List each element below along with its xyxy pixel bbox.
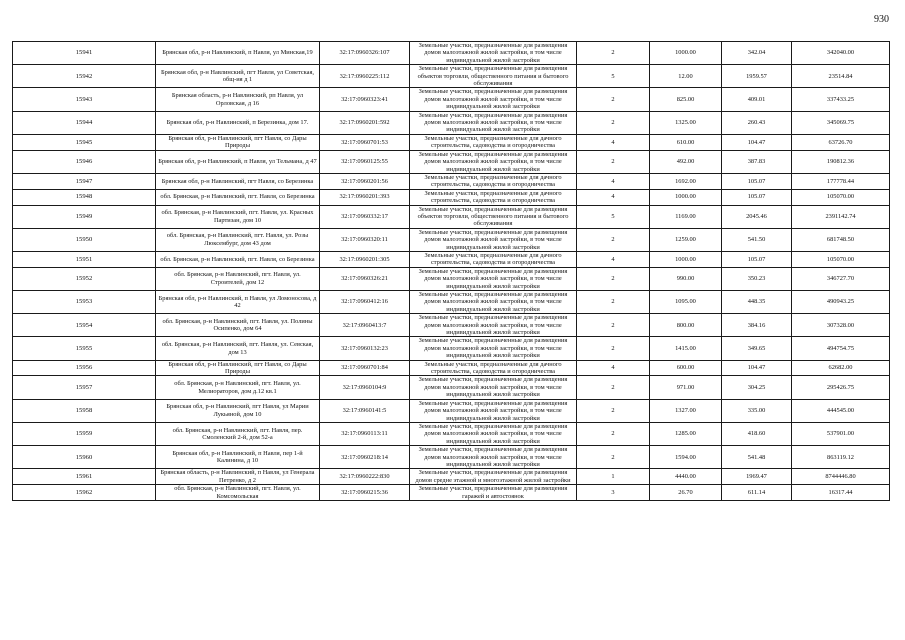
- land-use-purpose-cell: Земельные участки, предназначенные для дачного строительства, садоводства и огородничества: [410, 173, 577, 189]
- area-cell: 1327.00: [650, 399, 722, 422]
- row-number-cell: 15945: [13, 134, 156, 150]
- cadastral-value-cell: 190812.36: [792, 150, 890, 173]
- cadastral-value-cell: 681748.50: [792, 228, 890, 251]
- unit-value-cell: 342.04: [722, 42, 792, 65]
- cadastral-value-cell: 105070.00: [792, 251, 890, 267]
- table-row: [13, 134, 890, 150]
- cadastral-number-cell: 32:17:0960132:23: [320, 337, 410, 360]
- cadastral-number-cell: 32:17:0960326:107: [320, 42, 410, 65]
- area-cell: 600.00: [650, 360, 722, 376]
- cadastral-number-cell: 32:17:0960201:56: [320, 173, 410, 189]
- land-use-purpose-cell: Земельные участки, предназначенные для размещения домов малоэтажной жилой застройки, в том числе индивидуальной жилой застройки: [410, 399, 577, 422]
- group-code-cell: 2: [577, 446, 650, 469]
- table-row: [13, 150, 890, 173]
- address-cell: Брянская обл, р-н Навлинский, п Навля, пер 1-й Калинина, д 10: [156, 446, 320, 469]
- row-number-cell: 15942: [13, 65, 156, 88]
- address-cell: обл. Брянская, р-н Навлинский, пгт. Навля, ул. Красных Партизан, дом 10: [156, 205, 320, 228]
- address-cell: Брянская обл, р-н Навлинский, п Березинка, дом 17.: [156, 111, 320, 134]
- land-use-purpose-cell: Земельные участки, предназначенные для размещения домов малоэтажной жилой застройки, в том числе индивидуальной жилой застройки: [410, 228, 577, 251]
- row-number-cell: 15961: [13, 469, 156, 485]
- group-code-cell: 2: [577, 267, 650, 290]
- unit-value-cell: 387.83: [722, 150, 792, 173]
- row-number-cell: 15948: [13, 189, 156, 205]
- area-cell: 1415.00: [650, 337, 722, 360]
- group-code-cell: 3: [577, 485, 650, 501]
- unit-value-cell: 409.01: [722, 88, 792, 111]
- table-row: [13, 422, 890, 445]
- cadastral-number-cell: 32:17:0960701:84: [320, 360, 410, 376]
- table-row: [13, 42, 890, 65]
- row-number-cell: 15947: [13, 173, 156, 189]
- address-cell: Брянская обл, р-н Навлинский, пгт Навля, со Дары Природы: [156, 134, 320, 150]
- land-use-purpose-cell: Земельные участки, предназначенные для дачного строительства, садоводства и огородничества: [410, 189, 577, 205]
- group-code-cell: 2: [577, 228, 650, 251]
- land-use-purpose-cell: Земельные участки, предназначенные для дачного строительства, садоводства и огородничества: [410, 360, 577, 376]
- group-code-cell: 5: [577, 205, 650, 228]
- group-code-cell: 2: [577, 150, 650, 173]
- cadastral-number-cell: 32:17:0960225:112: [320, 65, 410, 88]
- cadastral-value-cell: 346727.70: [792, 267, 890, 290]
- unit-value-cell: 304.25: [722, 376, 792, 399]
- cadastral-value-cell: 23514.84: [792, 65, 890, 88]
- cadastral-value-cell: 2391142.74: [792, 205, 890, 228]
- area-cell: 1259.00: [650, 228, 722, 251]
- area-cell: 492.00: [650, 150, 722, 173]
- table-row: [13, 205, 890, 228]
- address-cell: обл. Брянская, р-н Навлинский, пгт. Навля, ул. Розы Люксембург, дом 43 дом: [156, 228, 320, 251]
- row-number-cell: 15957: [13, 376, 156, 399]
- address-cell: Брянская обл, р-н Навлинский, п Навля, ул Тельмана, д 47: [156, 150, 320, 173]
- unit-value-cell: 1969.47: [722, 469, 792, 485]
- group-code-cell: 2: [577, 376, 650, 399]
- area-cell: 1594.00: [650, 446, 722, 469]
- area-cell: 26.70: [650, 485, 722, 501]
- table-body: [13, 42, 890, 501]
- land-use-purpose-cell: Земельные участки, предназначенные для размещения домов малоэтажной жилой застройки, в том числе индивидуальной жилой застройки: [410, 291, 577, 314]
- table-row: [13, 173, 890, 189]
- row-number-cell: 15950: [13, 228, 156, 251]
- group-code-cell: 2: [577, 111, 650, 134]
- cadastral-number-cell: 32:17:0960104:9: [320, 376, 410, 399]
- area-cell: 1285.00: [650, 422, 722, 445]
- area-cell: 1000.00: [650, 189, 722, 205]
- unit-value-cell: 384.16: [722, 314, 792, 337]
- unit-value-cell: 541.50: [722, 228, 792, 251]
- cadastral-value-cell: 63726.70: [792, 134, 890, 150]
- table-row: [13, 399, 890, 422]
- table-row: [13, 446, 890, 469]
- unit-value-cell: 335.00: [722, 399, 792, 422]
- address-cell: Брянская обл, р-н Навлинский, пгт Навля, со Дары Природы: [156, 360, 320, 376]
- table-row: [13, 469, 890, 485]
- address-cell: Брянская область, р-н Навлинский, п Навля, ул Генерала Петренко, д 2: [156, 469, 320, 485]
- group-code-cell: 2: [577, 291, 650, 314]
- area-cell: 1095.00: [650, 291, 722, 314]
- cadastral-number-cell: 32:17:0960412:16: [320, 291, 410, 314]
- unit-value-cell: 260.43: [722, 111, 792, 134]
- table-row: [13, 360, 890, 376]
- row-number-cell: 15956: [13, 360, 156, 376]
- address-cell: обл. Брянская, р-н Навлинский, пгт. Навля, со Березинка: [156, 189, 320, 205]
- group-code-cell: 4: [577, 173, 650, 189]
- row-number-cell: 15944: [13, 111, 156, 134]
- cadastral-number-cell: 32:17:0960113:11: [320, 422, 410, 445]
- cadastral-value-cell: 105070.00: [792, 189, 890, 205]
- area-cell: 12.00: [650, 65, 722, 88]
- land-use-purpose-cell: Земельные участки, предназначенные для размещения объектов торговли, общественного питания и бытового обслуживания: [410, 205, 577, 228]
- unit-value-cell: 105.07: [722, 173, 792, 189]
- cadastral-value-cell: 490943.25: [792, 291, 890, 314]
- address-cell: Брянская обл, р-н Навлинский, п Навля, ул Минская,19: [156, 42, 320, 65]
- area-cell: 1692.00: [650, 173, 722, 189]
- row-number-cell: 15960: [13, 446, 156, 469]
- land-use-purpose-cell: Земельные участки, предназначенные для размещения объектов торговли, общественного питания и бытового обслуживания: [410, 65, 577, 88]
- table-row: [13, 337, 890, 360]
- group-code-cell: 4: [577, 360, 650, 376]
- land-use-purpose-cell: Земельные участки, предназначенные для размещения домов малоэтажной жилой застройки, в том числе индивидуальной жилой застройки: [410, 267, 577, 290]
- cadastral-value-cell: 863119.12: [792, 446, 890, 469]
- table-row: [13, 65, 890, 88]
- cadastral-number-cell: 32:17:0960222:830: [320, 469, 410, 485]
- row-number-cell: 15955: [13, 337, 156, 360]
- group-code-cell: 2: [577, 314, 650, 337]
- land-use-purpose-cell: Земельные участки, предназначенные для размещения домов малоэтажной жилой застройки, в том числе индивидуальной жилой застройки: [410, 446, 577, 469]
- cadastral-number-cell: 32:17:0960413:7: [320, 314, 410, 337]
- cadastral-number-cell: 32:17:0960701:53: [320, 134, 410, 150]
- address-cell: Брянская обл, р-н Навлинский, пгт Навля, ул Советская, общ-ия д 1: [156, 65, 320, 88]
- cadastral-number-cell: 32:17:0960320:11: [320, 228, 410, 251]
- cadastral-number-cell: 32:17:0960215:36: [320, 485, 410, 501]
- area-cell: 990.00: [650, 267, 722, 290]
- unit-value-cell: 448.35: [722, 291, 792, 314]
- row-number-cell: 15962: [13, 485, 156, 501]
- address-cell: обл. Брянская, р-н Навлинский, пгт. Навля, ул. Полины Осипенко, дом 64: [156, 314, 320, 337]
- cadastral-value-cell: 337433.25: [792, 88, 890, 111]
- land-valuation-table: [12, 41, 890, 501]
- cadastral-number-cell: 32:17:0960332:17: [320, 205, 410, 228]
- unit-value-cell: 104.47: [722, 134, 792, 150]
- address-cell: Брянская обл, р-н Навлинский, пгт Навля, ул Марии Лукьяной, дом 10: [156, 399, 320, 422]
- cadastral-number-cell: 32:17:0960323:41: [320, 88, 410, 111]
- unit-value-cell: 105.07: [722, 251, 792, 267]
- land-use-purpose-cell: Земельные участки, предназначенные для размещения домов малоэтажной жилой застройки, в том числе индивидуальной жилой застройки: [410, 111, 577, 134]
- cadastral-number-cell: 32:17:0960326:21: [320, 267, 410, 290]
- address-cell: обл. Брянская, р-н Навлинский, пгт. Навля, ул. Севская, дом 13: [156, 337, 320, 360]
- area-cell: 1325.00: [650, 111, 722, 134]
- land-use-purpose-cell: Земельные участки, предназначенные для размещения домов средне этажной и многоэтажной жилой застройки: [410, 469, 577, 485]
- address-cell: Брянская обл, р-н Навлинский, пгт Навля, со Березинка: [156, 173, 320, 189]
- unit-value-cell: 418.60: [722, 422, 792, 445]
- area-cell: 825.00: [650, 88, 722, 111]
- table-row: [13, 314, 890, 337]
- cadastral-value-cell: 537901.00: [792, 422, 890, 445]
- area-cell: 1169.00: [650, 205, 722, 228]
- unit-value-cell: 2045.46: [722, 205, 792, 228]
- cadastral-number-cell: 32:17:0960201:592: [320, 111, 410, 134]
- area-cell: 1000.00: [650, 251, 722, 267]
- row-number-cell: 15951: [13, 251, 156, 267]
- cadastral-value-cell: 444545.00: [792, 399, 890, 422]
- cadastral-value-cell: 16317.44: [792, 485, 890, 501]
- cadastral-number-cell: 32:17:0960201:305: [320, 251, 410, 267]
- table-row: [13, 291, 890, 314]
- land-use-purpose-cell: Земельные участки, предназначенные для размещения домов малоэтажной жилой застройки, в том числе индивидуальной жилой застройки: [410, 376, 577, 399]
- row-number-cell: 15952: [13, 267, 156, 290]
- row-number-cell: 15953: [13, 291, 156, 314]
- address-cell: обл. Брянская, р-н Навлинский, пгт. Навля, со Березинка: [156, 251, 320, 267]
- land-use-purpose-cell: Земельные участки, предназначенные для размещения гаражей и автостоянок: [410, 485, 577, 501]
- group-code-cell: 2: [577, 42, 650, 65]
- unit-value-cell: 349.65: [722, 337, 792, 360]
- group-code-cell: 4: [577, 134, 650, 150]
- row-number-cell: 15946: [13, 150, 156, 173]
- unit-value-cell: 350.23: [722, 267, 792, 290]
- row-number-cell: 15958: [13, 399, 156, 422]
- unit-value-cell: 611.14: [722, 485, 792, 501]
- group-code-cell: 2: [577, 337, 650, 360]
- land-use-purpose-cell: Земельные участки, предназначенные для размещения домов малоэтажной жилой застройки, в том числе индивидуальной жилой застройки: [410, 337, 577, 360]
- address-cell: обл. Брянская, р-н Навлинский, пгт. Навля, ул. Комсомольская: [156, 485, 320, 501]
- land-use-purpose-cell: Земельные участки, предназначенные для размещения домов малоэтажной жилой застройки, в том числе индивидуальной жилой застройки: [410, 42, 577, 65]
- cadastral-number-cell: 32:17:0960201:393: [320, 189, 410, 205]
- area-cell: 4440.00: [650, 469, 722, 485]
- table-row: [13, 376, 890, 399]
- cadastral-value-cell: 295426.75: [792, 376, 890, 399]
- table-row: [13, 88, 890, 111]
- address-cell: обл. Брянская, р-н Навлинский, пгт. Навля, пер. Смоленский 2-й, дом 52-а: [156, 422, 320, 445]
- group-code-cell: 2: [577, 422, 650, 445]
- table-row: [13, 267, 890, 290]
- area-cell: 610.00: [650, 134, 722, 150]
- row-number-cell: 15941: [13, 42, 156, 65]
- group-code-cell: 5: [577, 65, 650, 88]
- cadastral-number-cell: 32:17:0960141:5: [320, 399, 410, 422]
- group-code-cell: 4: [577, 251, 650, 267]
- row-number-cell: 15949: [13, 205, 156, 228]
- group-code-cell: 4: [577, 189, 650, 205]
- land-use-purpose-cell: Земельные участки, предназначенные для дачного строительства, садоводства и огородничества: [410, 134, 577, 150]
- table-row: [13, 485, 890, 501]
- table-row: [13, 228, 890, 251]
- table-row: [13, 111, 890, 134]
- page-number: 930: [874, 14, 889, 25]
- unit-value-cell: 104.47: [722, 360, 792, 376]
- unit-value-cell: 1959.57: [722, 65, 792, 88]
- cadastral-value-cell: 62682.00: [792, 360, 890, 376]
- unit-value-cell: 541.48: [722, 446, 792, 469]
- group-code-cell: 1: [577, 469, 650, 485]
- area-cell: 971.00: [650, 376, 722, 399]
- group-code-cell: 2: [577, 88, 650, 111]
- cadastral-number-cell: 32:17:0960125:55: [320, 150, 410, 173]
- cadastral-value-cell: 8744446.80: [792, 469, 890, 485]
- cadastral-value-cell: 494754.75: [792, 337, 890, 360]
- row-number-cell: 15943: [13, 88, 156, 111]
- unit-value-cell: 105.07: [722, 189, 792, 205]
- cadastral-value-cell: 307328.00: [792, 314, 890, 337]
- table-row: [13, 251, 890, 267]
- cadastral-value-cell: 177778.44: [792, 173, 890, 189]
- cadastral-number-cell: 32:17:0960218:14: [320, 446, 410, 469]
- group-code-cell: 2: [577, 399, 650, 422]
- address-cell: Брянская обл, р-н Навлинский, п Навля, ул Ломоносова, д 42: [156, 291, 320, 314]
- row-number-cell: 15959: [13, 422, 156, 445]
- land-use-purpose-cell: Земельные участки, предназначенные для размещения домов малоэтажной жилой застройки, в том числе индивидуальной жилой застройки: [410, 314, 577, 337]
- land-use-purpose-cell: Земельные участки, предназначенные для размещения домов малоэтажной жилой застройки, в том числе индивидуальной жилой застройки: [410, 150, 577, 173]
- area-cell: 1000.00: [650, 42, 722, 65]
- land-use-purpose-cell: Земельные участки, предназначенные для размещения домов малоэтажной жилой застройки, в том числе индивидуальной жилой застройки: [410, 88, 577, 111]
- cadastral-value-cell: 342040.00: [792, 42, 890, 65]
- address-cell: обл. Брянская, р-н Навлинский, пгт. Навля, ул. Мелиораторов, дом д.12 кв.1: [156, 376, 320, 399]
- land-use-purpose-cell: Земельные участки, предназначенные для дачного строительства, садоводства и огородничества: [410, 251, 577, 267]
- table-row: [13, 189, 890, 205]
- cadastral-value-cell: 345069.75: [792, 111, 890, 134]
- address-cell: обл. Брянская, р-н Навлинский, пгт. Навля, ул. Строителей, дом 12: [156, 267, 320, 290]
- area-cell: 800.00: [650, 314, 722, 337]
- row-number-cell: 15954: [13, 314, 156, 337]
- land-use-purpose-cell: Земельные участки, предназначенные для размещения домов малоэтажной жилой застройки, в том числе индивидуальной жилой застройки: [410, 422, 577, 445]
- address-cell: Брянская область, р-н Навлинский, рп Навля, ул Орловская, д 16: [156, 88, 320, 111]
